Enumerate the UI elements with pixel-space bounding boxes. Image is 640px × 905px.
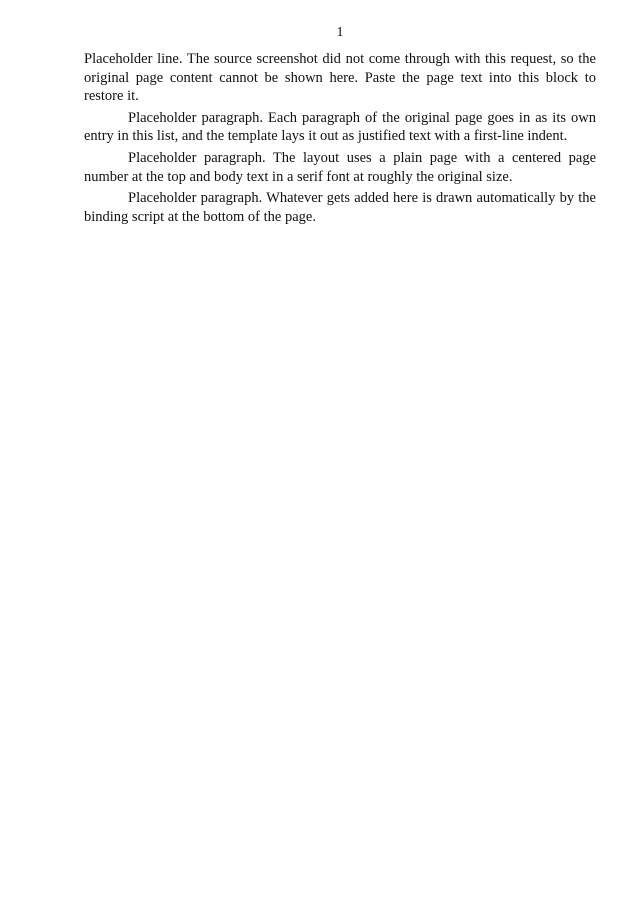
paragraph: Placeholder paragraph. Whatever gets added here is drawn automatically by the binding script at the bottom of the page. — [84, 190, 596, 225]
page-number: 1 — [336, 25, 344, 40]
paragraph: Placeholder paragraph. The layout uses a plain page with a centered page number at the top and body text in a serif font at roughly the original size. — [84, 149, 596, 185]
paragraph: Placeholder line. The source screenshot did not come through with this request, so the original page content cannot be shown here. Paste the page text into this block to restore it. — [84, 51, 596, 105]
paragraph: Placeholder paragraph. Each paragraph of the original page goes in as its own entry in this list, and the template lays it out as justified text with a first-line indent. — [84, 109, 596, 145]
document-body — [84, 50, 596, 226]
